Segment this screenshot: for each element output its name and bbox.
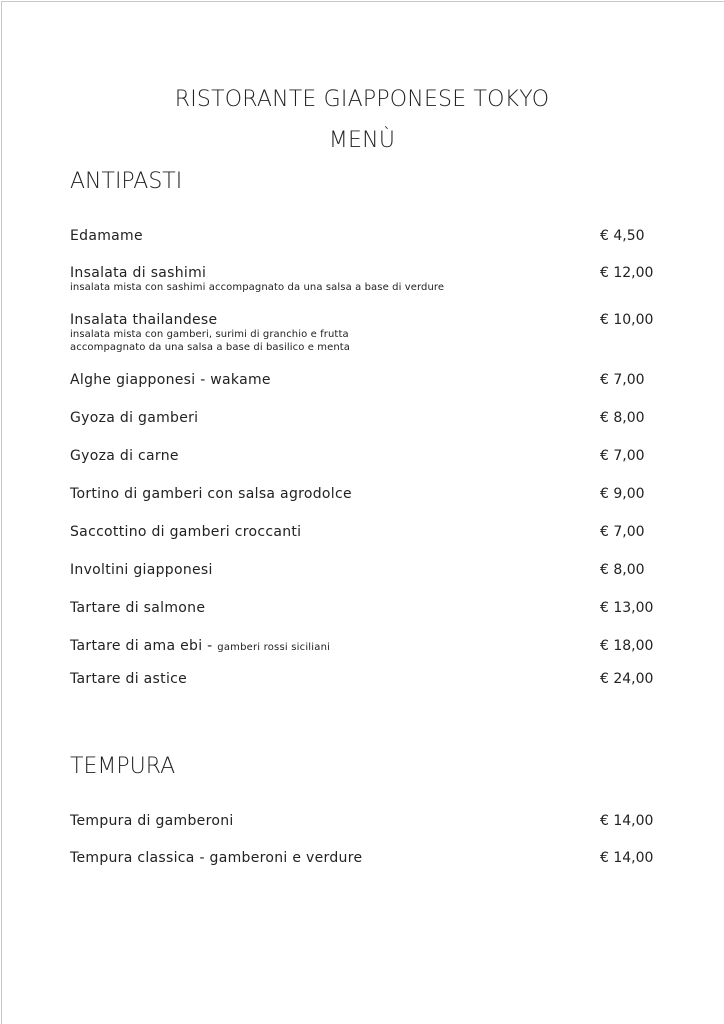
item-price: € 14,00: [600, 813, 654, 829]
item-name: Insalata di sashimi: [70, 265, 207, 281]
item-price: € 9,00: [600, 486, 645, 502]
menu-item: [70, 813, 654, 829]
menu-item: [70, 671, 654, 687]
item-description: insalata mista con sashimi accompagnato da una salsa a base di verdure: [70, 282, 445, 293]
menu-item: [70, 312, 654, 354]
item-name: Tempura classica - gamberoni e verdure: [70, 850, 363, 866]
menu-item: [70, 228, 654, 244]
item-name: Tortino di gamberi con salsa agrodolce: [70, 486, 352, 502]
menu-item: [70, 850, 654, 866]
menu-item: [70, 486, 654, 502]
item-name: Tartare di ama ebi -: [70, 638, 218, 654]
item-price: € 18,00: [600, 638, 654, 654]
menu-item: [70, 265, 654, 294]
item-name: Alghe giapponesi - wakame: [70, 372, 271, 388]
item-price: € 8,00: [600, 410, 645, 426]
item-name: Gyoza di carne: [70, 448, 179, 464]
item-price: € 7,00: [600, 448, 645, 464]
restaurant-title: RISTORANTE GIAPPONESE TOKYO: [174, 87, 550, 112]
menu-item: [70, 638, 654, 654]
item-description: accompagnato da una salsa a base di basilico e menta: [70, 342, 351, 353]
item-description: insalata mista con gamberi, surimi di granchio e frutta: [70, 329, 349, 340]
menu-title: MENÙ: [328, 128, 396, 153]
item-price: € 14,00: [600, 850, 654, 866]
item-name: Tempura di gamberoni: [70, 813, 234, 829]
item-price: € 24,00: [600, 671, 654, 687]
section-heading-tempura: TEMPURA: [70, 754, 176, 779]
item-name: Insalata thailandese: [70, 312, 218, 328]
item-price: € 8,00: [600, 562, 645, 578]
item-name: Tartare di salmone: [70, 600, 206, 616]
menu-item: [70, 448, 654, 464]
menu-page: [1, 1, 724, 1024]
menu-item: [70, 372, 654, 388]
item-name: Saccottino di gamberi croccanti: [70, 524, 302, 540]
item-price: € 13,00: [600, 600, 654, 616]
item-price: € 10,00: [600, 312, 654, 328]
menu-item: [70, 524, 654, 540]
section-heading-antipasti: ANTIPASTI: [70, 169, 183, 194]
item-price: € 7,00: [600, 524, 645, 540]
menu-item: [70, 562, 654, 578]
menu-item: [70, 410, 654, 426]
menu-item: [70, 600, 654, 616]
item-price: € 12,00: [600, 265, 654, 281]
item-price: € 4,50: [600, 228, 645, 244]
item-description: gamberi rossi siciliani: [217, 642, 331, 653]
item-price: € 7,00: [600, 372, 645, 388]
item-name: Tartare di astice: [70, 671, 188, 687]
item-name: Gyoza di gamberi: [70, 410, 199, 426]
item-name: Edamame: [70, 228, 143, 244]
item-name: Involtini giapponesi: [70, 562, 213, 578]
